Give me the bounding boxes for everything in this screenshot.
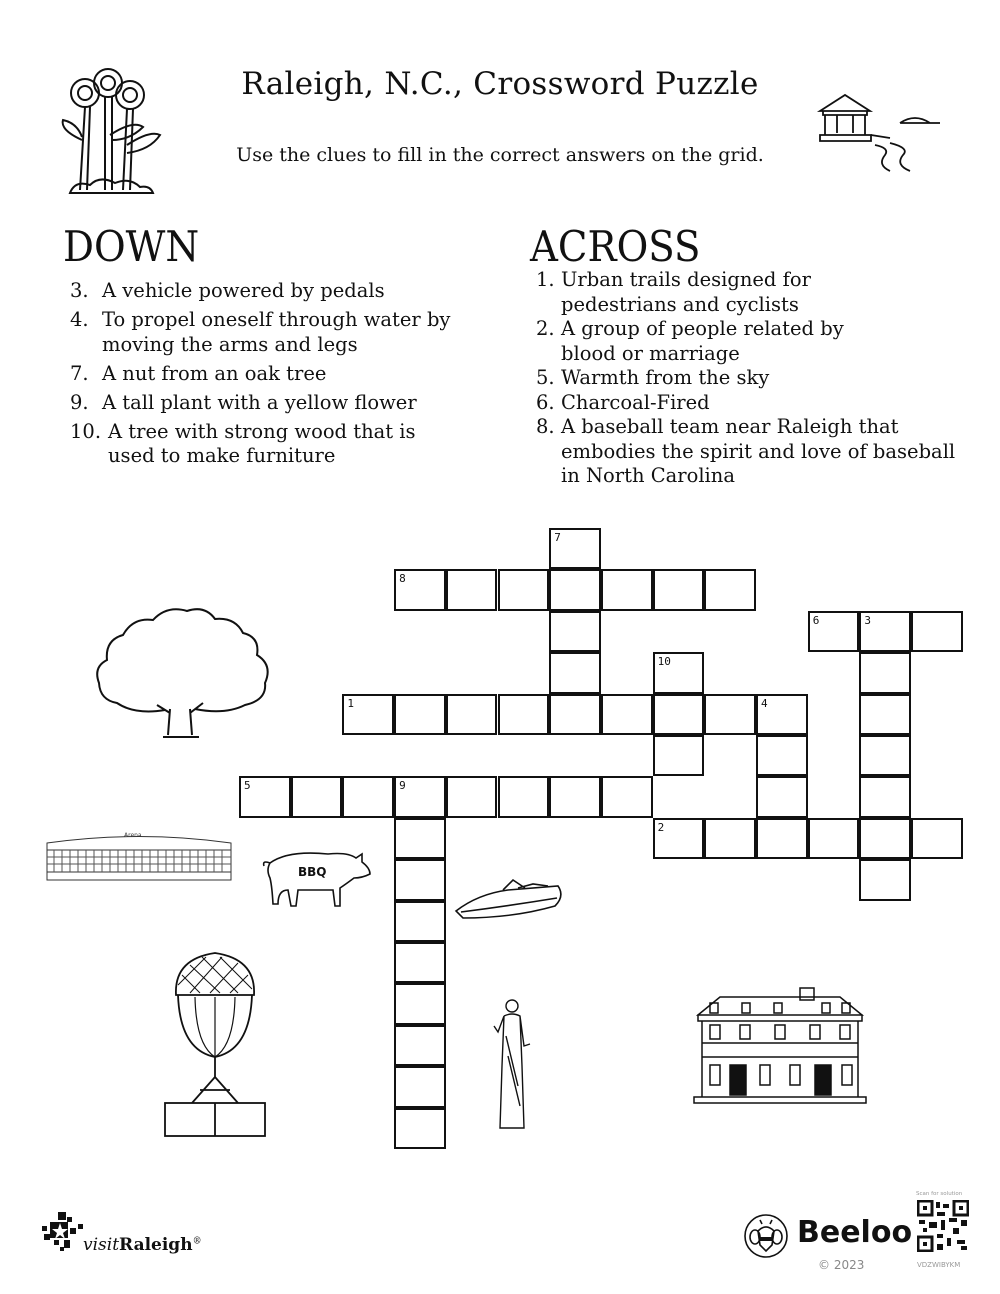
grid-cell[interactable] — [653, 735, 705, 776]
grid-cell[interactable] — [498, 569, 550, 610]
grid-cell[interactable] — [394, 1025, 446, 1066]
clue-number: 5. — [536, 366, 555, 389]
grid-cell[interactable] — [498, 776, 550, 817]
grid-cell[interactable] — [653, 652, 705, 693]
clue-text: A tall plant with a yellow flower — [102, 390, 417, 414]
clue-number: 1. — [536, 268, 555, 291]
grid-cell[interactable] — [549, 776, 601, 817]
grid-cell[interactable] — [394, 776, 446, 817]
brand-prefix: visit — [83, 1235, 120, 1255]
clue-number: 8. — [536, 415, 555, 438]
clue-number: 9. — [70, 390, 89, 414]
grid-cell[interactable] — [394, 1066, 446, 1107]
grid-cell[interactable] — [653, 694, 705, 735]
cell-number: 7 — [554, 531, 561, 544]
bbq-pig-illustration — [258, 848, 376, 910]
grid-cell[interactable] — [394, 694, 446, 735]
cell-number: 5 — [244, 779, 251, 793]
across-clue — [536, 366, 966, 391]
down-clue — [70, 420, 438, 469]
grid-cell[interactable] — [394, 942, 446, 983]
sunflowers-illustration — [55, 65, 165, 200]
across-clue — [536, 268, 851, 317]
cell-number: 1 — [347, 696, 355, 710]
clue-number: 7. — [70, 361, 89, 385]
grid-cell[interactable] — [808, 818, 860, 859]
tree-illustration — [95, 605, 280, 740]
down-heading: DOWN — [63, 222, 200, 271]
grid-cell[interactable] — [756, 776, 808, 817]
grid-cell[interactable] — [549, 652, 601, 693]
cell-number: 4 — [761, 696, 768, 710]
boat-illustration — [453, 876, 565, 921]
grid-cell[interactable] — [446, 694, 498, 735]
page-title: Raleigh, N.C., Crossword Puzzle — [241, 66, 759, 102]
scan-label: Scan for solution — [916, 1191, 963, 1197]
down-clue — [70, 362, 490, 387]
clue-number: 10. — [70, 419, 102, 443]
beeloo-brand: Beeloo — [797, 1215, 913, 1250]
grid-cell[interactable] — [498, 694, 550, 735]
grid-cell[interactable] — [704, 694, 756, 735]
grid-cell[interactable] — [859, 776, 911, 817]
across-clues — [536, 268, 966, 489]
down-clue — [70, 391, 490, 416]
grid-cell[interactable] — [549, 569, 601, 610]
qr-code-icon[interactable] — [917, 1200, 969, 1252]
grid-cell[interactable] — [601, 776, 653, 817]
grid-cell[interactable] — [549, 611, 601, 652]
copyright: © 2023 — [818, 1258, 865, 1272]
grid-cell[interactable] — [653, 569, 705, 610]
grid-cell[interactable] — [394, 859, 446, 900]
clue-text: Warmth from the sky — [561, 366, 770, 389]
arena-illustration — [44, 828, 234, 884]
qr-code-id: VDZWIBYKM — [917, 1261, 961, 1269]
grid-cell[interactable] — [601, 694, 653, 735]
grid-cell[interactable] — [911, 818, 963, 859]
grid-cell[interactable] — [808, 611, 860, 652]
grid-cell[interactable] — [704, 818, 756, 859]
gazebo-illustration — [815, 93, 945, 173]
visit-raleigh-logo — [83, 1235, 202, 1255]
grid-cell[interactable] — [549, 528, 601, 569]
historic-house-illustration — [690, 985, 870, 1105]
grid-cell[interactable] — [704, 569, 756, 610]
pig-label: BBQ — [298, 865, 327, 879]
cell-number: 8 — [399, 572, 406, 586]
visit-raleigh-logo-icon — [42, 1212, 84, 1252]
clue-number: 3. — [70, 279, 89, 302]
across-clue — [536, 391, 966, 416]
acorn-sculpture-illustration — [160, 945, 270, 1140]
grid-cell[interactable] — [859, 694, 911, 735]
grid-cell[interactable] — [394, 569, 446, 610]
grid-cell[interactable] — [756, 694, 808, 735]
grid-cell[interactable] — [239, 776, 291, 817]
grid-cell[interactable] — [859, 611, 911, 652]
grid-cell[interactable] — [601, 569, 653, 610]
clue-text: To propel oneself through water by moving the arms and legs — [102, 308, 451, 356]
statue-illustration — [490, 996, 535, 1136]
clue-text: A group of people related by blood or marriage — [561, 317, 844, 365]
grid-cell[interactable] — [859, 652, 911, 693]
beeloo-bee-icon — [743, 1213, 789, 1259]
clue-number: 4. — [70, 308, 89, 331]
grid-cell[interactable] — [394, 1108, 446, 1149]
grid-cell[interactable] — [342, 694, 394, 735]
clue-text: A baseball team near Raleigh that embodies the spirit and love of baseball in North Carolina — [561, 415, 956, 487]
grid-cell[interactable] — [911, 611, 963, 652]
grid-cell[interactable] — [394, 818, 446, 859]
grid-cell[interactable] — [394, 983, 446, 1024]
cell-number: 10 — [657, 655, 671, 669]
grid-cell[interactable] — [342, 776, 394, 817]
grid-cell[interactable] — [756, 818, 808, 859]
instructions: Use the clues to fill in the correct answers on the grid. — [236, 144, 764, 166]
grid-cell[interactable] — [859, 735, 911, 776]
down-clues — [70, 279, 490, 473]
clue-text: Urban trails designed for pedestrians and cyclists — [561, 268, 811, 316]
cell-number: 2 — [657, 820, 665, 834]
grid-cell[interactable] — [394, 901, 446, 942]
grid-cell[interactable] — [859, 818, 911, 859]
down-clue — [70, 279, 490, 304]
grid-cell[interactable] — [291, 776, 343, 817]
clue-text: A tree with strong wood that is used to make furniture — [108, 419, 416, 467]
clue-text: A nut from an oak tree — [102, 361, 327, 385]
across-clue — [536, 317, 881, 366]
registered-mark: ® — [192, 1236, 202, 1247]
grid-cell[interactable] — [446, 776, 498, 817]
cell-number: 6 — [812, 613, 820, 627]
arena-sign: Arena — [124, 832, 142, 839]
cell-number: 3 — [864, 613, 872, 627]
across-clue — [536, 415, 961, 489]
down-clue — [70, 308, 462, 357]
clue-number: 6. — [536, 390, 555, 414]
across-heading: ACROSS — [530, 222, 701, 271]
grid-cell[interactable] — [446, 569, 498, 610]
clue-text: Charcoal-Fired — [561, 390, 710, 414]
clue-text: A vehicle powered by pedals — [102, 279, 385, 302]
grid-cell[interactable] — [756, 735, 808, 776]
grid-cell[interactable] — [549, 694, 601, 735]
clue-number: 2. — [536, 317, 555, 340]
grid-cell[interactable] — [859, 859, 911, 900]
cell-number: 9 — [399, 779, 406, 793]
grid-cell[interactable] — [653, 818, 705, 859]
brand-name: Raleigh — [119, 1235, 193, 1255]
